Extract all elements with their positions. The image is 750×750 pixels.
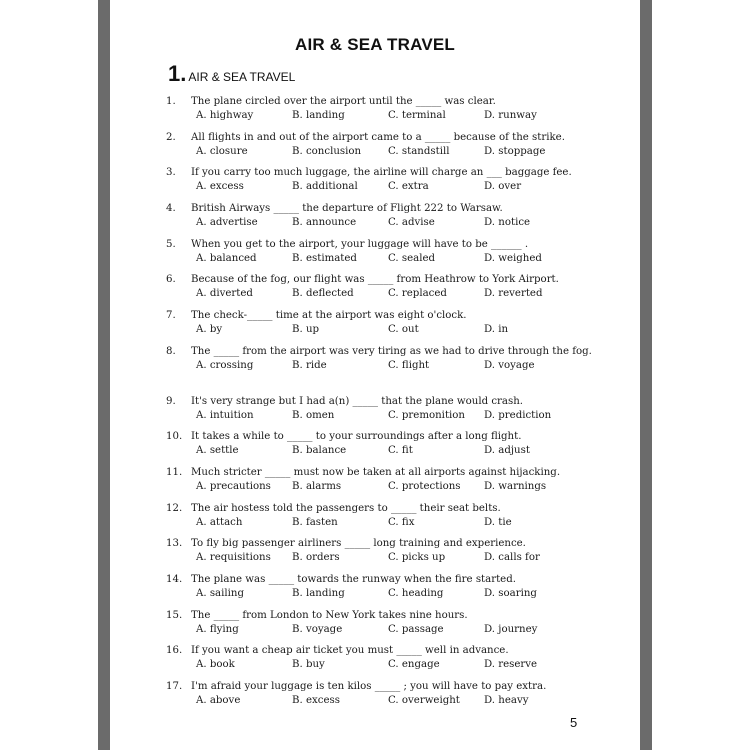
answer-option: B. alarms [292, 480, 342, 492]
question-item [166, 430, 596, 466]
answer-option: B. landing [292, 587, 345, 599]
question-text: It takes a while to _____ to your surroundings after a long flight. [191, 431, 522, 443]
question-number: 2. [166, 131, 176, 143]
question-number: 3. [166, 167, 176, 179]
answer-option: B. buy [292, 659, 325, 671]
question-number: 13. [166, 538, 183, 550]
question-line [166, 273, 596, 287]
answer-option: B. omen [292, 409, 335, 421]
answer-option: B. estimated [292, 252, 357, 264]
question-item [166, 537, 596, 573]
answer-options [166, 180, 596, 194]
answer-option: A. book [196, 659, 235, 671]
page-title: AIR & SEA TRAVEL [295, 35, 455, 54]
answer-option: A. requisitions [196, 552, 271, 564]
question-item [166, 573, 596, 609]
answer-option: D. heavy [484, 695, 529, 706]
answer-option: A. closure [196, 145, 248, 157]
answer-option: A. above [196, 695, 241, 706]
question-text: The plane was _____ towards the runway when the fire started. [191, 573, 516, 585]
question-line [166, 466, 596, 480]
answer-option: B. deflected [292, 288, 354, 300]
question-text: All flights in and out of the airport came to a _____ because of the strike. [191, 131, 565, 143]
answer-options [166, 109, 596, 123]
answer-option: D. voyage [484, 359, 535, 371]
answer-option: C. out [388, 324, 419, 336]
answer-option: C. engage [388, 659, 440, 671]
answer-options [166, 551, 596, 565]
answer-option: A. flying [196, 623, 239, 635]
answer-option: A. diverted [196, 288, 253, 300]
question-text: The check-_____ time at the airport was eight o'clock. [191, 310, 467, 322]
question-item [166, 95, 596, 131]
question-line [166, 502, 596, 516]
question-item [166, 644, 596, 680]
question-number: 14. [166, 573, 183, 585]
answer-option: C. picks up [388, 552, 446, 564]
question-text: It's very strange but I had a(n) _____ that the plane would crash. [191, 395, 524, 407]
answer-option: A. precautions [196, 480, 271, 492]
question-item [166, 309, 596, 345]
question-text: If you want a cheap air ticket you must _____ well in advance. [191, 645, 509, 657]
question-number: 1. [166, 96, 176, 107]
left-page-edge [98, 0, 110, 750]
question-line [166, 131, 596, 145]
answer-option: C. protections [388, 480, 461, 492]
answer-option: A. by [196, 324, 223, 336]
answer-option: B. fasten [292, 516, 338, 528]
answer-option: D. calls for [484, 552, 540, 564]
answer-option: C. fix [388, 516, 415, 528]
question-text: The air hostess told the passengers to _____ their seat belts. [191, 502, 501, 514]
question-line [166, 238, 596, 252]
question-text: British Airways _____ the departure of Flight 222 to Warsaw. [191, 203, 503, 215]
answer-options [166, 516, 596, 530]
answer-option: B. up [292, 324, 320, 336]
question-item [166, 502, 596, 538]
question-item [166, 202, 596, 238]
answer-option: B. voyage [292, 623, 343, 635]
question-item [166, 345, 596, 395]
answer-option: B. landing [292, 110, 345, 121]
answer-options [166, 409, 596, 423]
question-text: When you get to the airport, your luggage will have to be ______ . [191, 238, 529, 250]
question-item [166, 395, 596, 431]
section-heading [168, 61, 295, 87]
question-item [166, 609, 596, 645]
question-line [166, 202, 596, 216]
question-item [166, 131, 596, 167]
answer-option: C. extra [388, 181, 429, 193]
answer-options [166, 694, 596, 708]
answer-option: D. notice [484, 217, 531, 229]
question-number: 15. [166, 609, 183, 621]
question-text: To fly big passenger airliners _____ long training and experience. [191, 538, 526, 550]
answer-option: D. tie [484, 516, 512, 528]
question-line [166, 395, 596, 409]
answer-option: C. standstill [388, 145, 450, 157]
answer-options [166, 359, 596, 373]
answer-option: D. warnings [484, 480, 547, 492]
answer-option: A. advertise [196, 217, 258, 229]
answer-option: A. balanced [196, 252, 257, 264]
question-number: 5. [166, 238, 176, 250]
answer-option: C. replaced [388, 288, 447, 300]
answer-option: A. sailing [196, 587, 244, 599]
answer-option: A. highway [196, 110, 254, 121]
question-line [166, 537, 596, 551]
question-number: 6. [166, 274, 176, 286]
answer-option: D. in [484, 324, 509, 336]
answer-option: D. weighed [484, 252, 542, 264]
question-number: 11. [166, 466, 183, 478]
answer-option: D. stoppage [484, 145, 546, 157]
question-line [166, 680, 596, 694]
question-text: The _____ from London to New York takes nine hours. [191, 609, 468, 621]
answer-option: D. over [484, 181, 522, 193]
answer-options [166, 252, 596, 266]
answer-option: B. balance [292, 445, 347, 457]
question-line [166, 95, 596, 109]
answer-option: D. adjust [484, 445, 530, 457]
answer-option: D. soaring [484, 587, 537, 599]
question-text: Much stricter _____ must now be taken at all airports against hijacking. [191, 466, 561, 478]
answer-option: B. additional [292, 181, 358, 193]
answer-option: D. reserve [484, 659, 538, 671]
answer-options [166, 444, 596, 458]
right-page-edge [640, 0, 652, 750]
question-line [166, 166, 596, 180]
answer-option: B. excess [292, 695, 340, 706]
answer-option: A. intuition [196, 409, 254, 421]
question-list [166, 95, 596, 716]
section-number: 1. [168, 61, 187, 86]
answer-option: D. runway [484, 110, 537, 121]
answer-options [166, 658, 596, 672]
answer-options [166, 216, 596, 230]
question-number: 4. [166, 203, 176, 215]
answer-options [166, 287, 596, 301]
question-number: 7. [166, 310, 176, 322]
answer-option: C. premonition [388, 409, 465, 421]
answer-option: A. excess [196, 181, 244, 193]
answer-options [166, 323, 596, 337]
answer-options [166, 587, 596, 601]
answer-option: B. announce [292, 217, 357, 229]
question-line [166, 309, 596, 323]
question-number: 17. [166, 681, 183, 692]
answer-options [166, 623, 596, 637]
question-text: The plane circled over the airport until the _____ was clear. [191, 96, 496, 107]
answer-option: C. terminal [388, 110, 446, 121]
question-line [166, 609, 596, 623]
question-number: 10. [166, 431, 183, 443]
question-text: Because of the fog, our flight was _____ from Heathrow to York Airport. [191, 274, 559, 286]
answer-options [166, 145, 596, 159]
question-number: 8. [166, 345, 176, 357]
answer-option: C. overweight [388, 695, 460, 706]
question-line [166, 345, 596, 359]
answer-option: D. reverted [484, 288, 543, 300]
answer-option: A. crossing [196, 359, 254, 371]
question-line [166, 644, 596, 658]
question-line [166, 573, 596, 587]
question-item [166, 273, 596, 309]
answer-option: D. journey [484, 623, 538, 635]
answer-option: A. settle [196, 445, 239, 457]
question-item [166, 680, 596, 716]
question-text: If you carry too much luggage, the airline will charge an ___ baggage fee. [191, 167, 572, 179]
answer-option: C. heading [388, 587, 444, 599]
answer-option: C. fit [388, 445, 413, 457]
answer-options [166, 480, 596, 494]
question-item [166, 166, 596, 202]
question-item [166, 238, 596, 274]
answer-option: C. passage [388, 623, 444, 635]
answer-option: B. orders [292, 552, 340, 564]
answer-option: D. prediction [484, 409, 552, 421]
answer-option: C. sealed [388, 252, 436, 264]
question-text: I'm afraid your luggage is ten kilos _____ ; you will have to pay extra. [191, 681, 547, 692]
question-number: 12. [166, 502, 183, 514]
question-number: 9. [166, 395, 176, 407]
section-title: AIR & SEA TRAVEL [188, 70, 296, 84]
answer-option: C. flight [388, 359, 430, 371]
answer-option: C. advise [388, 217, 435, 229]
question-line [166, 430, 596, 444]
question-item [166, 466, 596, 502]
worksheet-page [110, 0, 640, 750]
page-number: 5 [570, 715, 578, 730]
question-number: 16. [166, 645, 183, 657]
answer-option: B. conclusion [292, 145, 362, 157]
question-text: The _____ from the airport was very tiring as we had to drive through the fog. [191, 345, 592, 357]
answer-option: A. attach [196, 516, 243, 528]
answer-option: B. ride [292, 359, 327, 371]
